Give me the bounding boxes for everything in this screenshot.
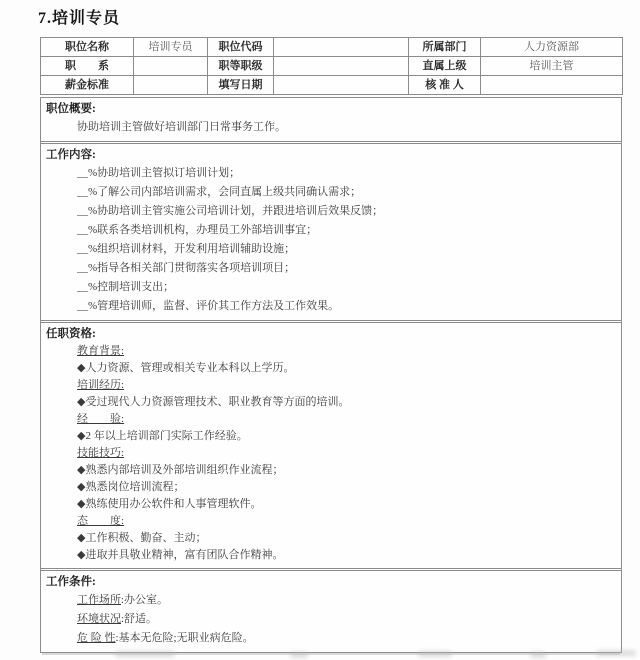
position-name-label: 职位名称: [41, 38, 134, 57]
position-code-value: [274, 38, 409, 57]
work-item: __%指导各相关部门贯彻落实各项培训项目；: [77, 262, 296, 274]
work-item: __%组织培训材料，开发利用培训辅助设施；: [77, 243, 296, 255]
requirement-item: ◆受过现代人力资源管理技术、职业教育等方面的培训。: [77, 396, 350, 408]
supervisor-label: 直属上级: [409, 57, 481, 76]
requirement-item: ◆人力资源、管理或相关专业本科以上学历。: [77, 362, 295, 374]
section-heading: 工作条件:: [46, 576, 96, 588]
approver-value: [481, 76, 623, 95]
section-heading: 职位概要:: [46, 103, 96, 115]
section-heading: 工作内容:: [46, 149, 96, 161]
salary-standard-value: [134, 76, 208, 95]
work-item: __%管理培训师，监督、评价其工作方法及工作效果。: [77, 300, 340, 312]
fill-date-label: 填写日期: [208, 76, 274, 95]
scan-smudge: [290, 652, 308, 658]
requirement-item: ◆工作积极、勤奋、主动；: [77, 532, 207, 544]
work-item: __%协助培训主管拟订培训计划；: [77, 167, 241, 179]
department-label: 所属部门: [409, 38, 481, 57]
position-code-label: 职位代码: [208, 38, 274, 57]
position-info-table: [40, 37, 623, 95]
job-grade-label: 职等职级: [208, 57, 274, 76]
condition-line-environment: [77, 610, 615, 629]
fill-date-value: [274, 76, 409, 95]
work-item: __%控制培训支出；: [77, 281, 175, 293]
condition-line-workplace: [77, 591, 615, 610]
condition-line-hazard: [77, 629, 615, 648]
document-page: [0, 5, 640, 653]
department-value: 人力资源部: [481, 38, 623, 57]
salary-standard-label: 薪金标准: [41, 76, 134, 95]
job-family-label: 职 系: [41, 57, 134, 76]
page-title: 7.培训专员: [38, 10, 121, 27]
condition-label: 工作场所: [77, 594, 121, 606]
scan-smudge: [115, 651, 175, 657]
supervisor-value: 培训主管: [481, 57, 623, 76]
job-grade-value: [274, 57, 409, 76]
scan-smudge: [596, 650, 636, 656]
qualification-subheading-experience: 经 验:: [77, 413, 125, 425]
approver-label: 核 准 人: [409, 76, 481, 95]
work-item: __%协助培训主管实施公司培训计划，并跟进培训后效果反馈；: [77, 205, 384, 217]
section-work-conditions: [41, 568, 621, 652]
requirement-item: ◆熟悉内部培训及外部培训组织作业流程；: [77, 464, 284, 476]
work-item: __%了解公司内部培训需求，会同直属上级共同确认需求；: [77, 186, 362, 198]
section-qualifications: [41, 320, 621, 568]
section-work-content: [41, 141, 621, 320]
qualification-subheading-education: 教育背景:: [77, 345, 125, 357]
section-heading: 任职资格:: [46, 328, 96, 340]
scan-smudge: [530, 652, 546, 658]
condition-label: 环境状况: [77, 613, 121, 625]
position-name-value: 培训专员: [134, 38, 208, 57]
section-position-summary: [41, 98, 621, 141]
job-description-table: [40, 97, 622, 653]
requirement-item: ◆进取并具敬业精神，富有团队合作精神。: [77, 549, 284, 561]
qualification-subheading-training: 培训经历:: [77, 379, 125, 391]
work-item: __%联系各类培训机构，办理员工外部培训事宜；: [77, 224, 318, 236]
condition-label: 危 险 性: [77, 632, 116, 644]
condition-value: :舒适。: [121, 613, 158, 625]
condition-value: :基本无危险;无职业病危险。: [115, 632, 254, 644]
summary-text: 协助培训主管做好培训部门日常事务工作。: [77, 121, 286, 133]
condition-value: :办公室。: [121, 594, 169, 606]
qualification-subheading-skills: 技能技巧:: [77, 447, 125, 459]
job-family-value: [134, 57, 208, 76]
qualification-subheading-attitude: 态 度:: [77, 515, 125, 527]
scan-smudge: [418, 651, 452, 657]
requirement-item: ◆熟悉岗位培训流程；: [77, 481, 185, 493]
requirement-item: ◆熟练使用办公软件和人事管理软件。: [77, 498, 262, 510]
requirement-item: ◆2 年以上培训部门实际工作经验。: [77, 430, 248, 442]
